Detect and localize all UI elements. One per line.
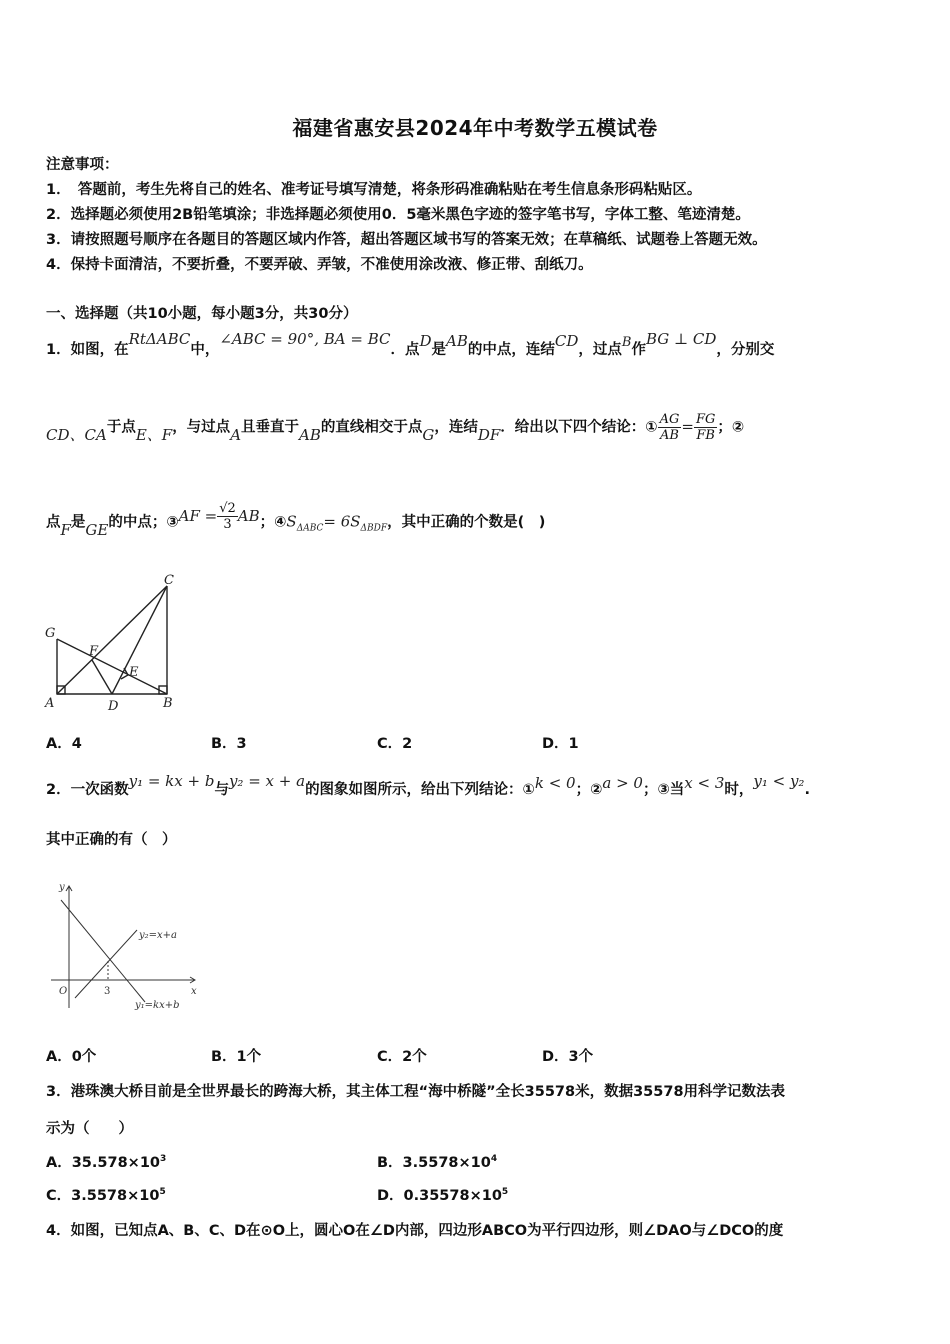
option-a[interactable]: A．$35.578\times 10^3$ [46, 1154, 167, 1171]
q2-line2: 其中正确的有（ ） [46, 832, 177, 848]
label-f: F [89, 644, 99, 659]
label-b: B [163, 696, 173, 711]
axis-y-label: y [59, 882, 65, 893]
q4-line1: 4．如图，已知点A、B、C、D在⊙O上，圆心O在∠D内部，四边形ABCO为平行四边形，则∠DAO与∠DCO的度 [46, 1223, 784, 1239]
q3-line1: 3．港珠澳大桥目前是全世界最长的跨海大桥，其主体工程“海中桥隧”全长35578米，数据35578用科学记数法表 [46, 1084, 786, 1100]
q3-line2: 示为（ ） [46, 1121, 133, 1137]
label-a: A [45, 696, 55, 711]
origin-label: O [59, 986, 68, 997]
label-c: C [164, 573, 174, 588]
option-d[interactable]: D．1 [542, 736, 579, 752]
option-c[interactable]: C．2个 [377, 1049, 427, 1065]
option-b[interactable]: B．3 [211, 736, 247, 752]
q1-line3: 点F是GE的中点；③AF = $\frac{√2}{3}$ AB；$④S_{\Delta ABC}= 6S_{\Delta BDF}$，其中正确的个数是( ) [46, 501, 546, 539]
axis-x-label: x [191, 986, 197, 997]
label-d: D [108, 699, 119, 714]
triangle-figure [40, 570, 190, 715]
option-d[interactable]: D．$0.35578\times 10^5$ [377, 1187, 509, 1204]
option-d[interactable]: D．3个 [542, 1049, 594, 1065]
line-y1-label: y₁=kx+b [135, 1000, 180, 1011]
option-c[interactable]: C．2 [377, 736, 413, 752]
notice-item: 1． 答题前，考生先将自己的姓名、准考证号填写清楚，将条形码准确粘贴在考生信息条形码粘贴区。 [46, 182, 702, 198]
linear-graph-figure [45, 878, 205, 1023]
page-title: 福建省惠安县2024年中考数学五模试卷 [292, 116, 658, 140]
option-a[interactable]: A．4 [46, 736, 82, 752]
label-g: G [45, 626, 56, 641]
q1-line1: 1．如图，在RtΔABC中，∠ABC = 90°, BA = BC．点D是AB的中点，连结CD，过点B作BG ⊥ CD，分别交 [46, 330, 775, 358]
notice-heading: 注意事项： [46, 157, 119, 173]
notice-item: 4．保持卡面清洁，不要折叠，不要弄破、弄皱，不准使用涂改液、修正带、刮纸刀。 [46, 257, 593, 273]
option-b[interactable]: B．$3.5578\times 10^4$ [377, 1154, 498, 1171]
label-e: E [129, 665, 139, 680]
q2-line1: 2．一次函数y₁ = kx + b与y₂ = x + a的图象如图所示，给出下列结论：①k < 0；②a > 0；③当x < 3时，y₁ < y₂. [46, 772, 810, 798]
option-a[interactable]: A．0个 [46, 1049, 97, 1065]
option-c[interactable]: C．$3.5578\times 10^5$ [46, 1187, 166, 1204]
option-b[interactable]: B．1个 [211, 1049, 262, 1065]
section-heading: 一、选择题（共10小题，每小题3分，共30分） [46, 306, 358, 322]
notice-item: 2．选择题必须使用2B铅笔填涂；非选择题必须使用0．5毫米黑色字迹的签字笔书写，字体工整、笔迹清楚。 [46, 207, 750, 223]
q1-line2: CD、CA于点E、F，与过点A且垂直于AB的直线相交于点G，连结DF．给出以下四个结论：① $\frac{AG}{AB}$ = $\frac{FG}{FB}$ ；② [46, 412, 745, 444]
tick-3-label: 3 [104, 986, 111, 997]
notice-item: 3．请按照题号顺序在各题目的答题区域内作答，超出答题区域书写的答案无效；在草稿纸、试题卷上答题无效。 [46, 232, 767, 248]
line-y2-label: y₂=x+a [139, 930, 178, 941]
